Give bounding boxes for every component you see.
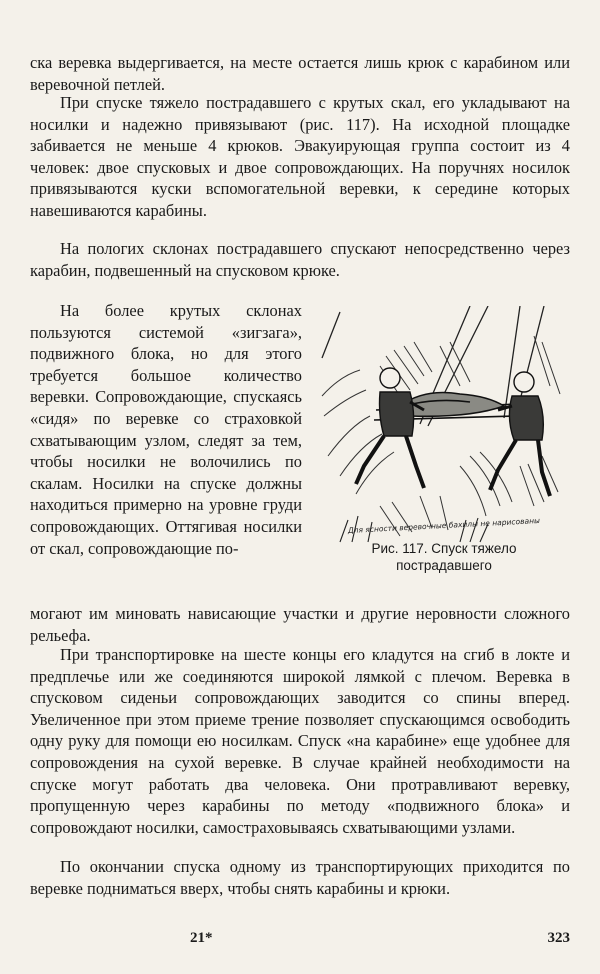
figure-caption: Рис. 117. Спуск тяжело пострадавшего [371, 541, 517, 573]
paragraph-block [30, 856, 570, 899]
printer-signature-mark: 21* [190, 930, 213, 946]
paragraph-block [30, 644, 570, 838]
page-number: 323 [547, 930, 570, 946]
figure-117-illustration [320, 306, 568, 544]
paragraph-4: На более крутых склонах пользуются системой «зигзага», подвижного блока, но для этого требуется большое количество веревки. Сопровождающие, спускаясь «сидя» по веревке со страховкой схватывающим узлом, следят за тем, чтобы носилки не волочились по скалам. Носилки на спуске должны находиться примерно на уровне груди сопровождающих. Оттягивая носилки от скал, сопровождающие по- [30, 301, 302, 558]
paragraph-continuation [30, 52, 570, 95]
paragraph-3: На пологих склонах пострадавшего спускают непосредственно через карабин, подвешенный на спусковом крюке. [30, 239, 570, 280]
paragraph-5: При транспортировке на шесте концы его кладутся на сгиб в локте и предплечье или же соединяются широкой лямкой с плечом. Веревка в спусковом сиденьи сопровождающих заводится со спины вперед. Увеличенное при этом приеме трение позволяет спускающимся освободить одну руку для помощи ею носилкам. Спуск «на карабине» еще удобнее для сопровождения на сухой веревке. В случае крайней необходимости на спуске могут работать два человека. Они протравливают веревку, пропущенную через карабины по методу «подвижного блока» и сопровождают носилки, самостраховываясь схватывающими узлами. [30, 645, 570, 837]
paragraph-block [30, 238, 570, 281]
paragraph-6: По окончании спуска одному из транспортирующих приходится по веревке подниматься вверх, чтобы снять карабины и крюки. [30, 857, 570, 898]
left-climber [356, 368, 424, 488]
paragraph-block [30, 92, 570, 222]
paragraph-4-continuation: могают им миновать нависающие участки и другие неровности сложного рельефа. [30, 604, 570, 645]
paragraph-block-beside-figure [30, 300, 302, 559]
right-climber [490, 372, 550, 496]
paragraph-block [30, 603, 570, 646]
paragraph-2: При спуске тяжело пострадавшего с крутых скал, его укладывают на носилки и надежно привязывают (рис. 117). На исходной площадке забивается не меньше 4 крюков. Эвакуирующая группа состоит из 4 человек: двое спусковых и двое сопровождающих. На поручнях носилок привязываются куски вспомогательной веревки, к середине которых навешиваются карабины. [30, 93, 570, 220]
figure-inscription: Для ясности веревочные бахилы не нарисованы [347, 515, 541, 536]
paragraph-1: ска веревка выдергивается, на месте остается лишь крюк с карабином или веревочной петлей. [30, 53, 570, 94]
